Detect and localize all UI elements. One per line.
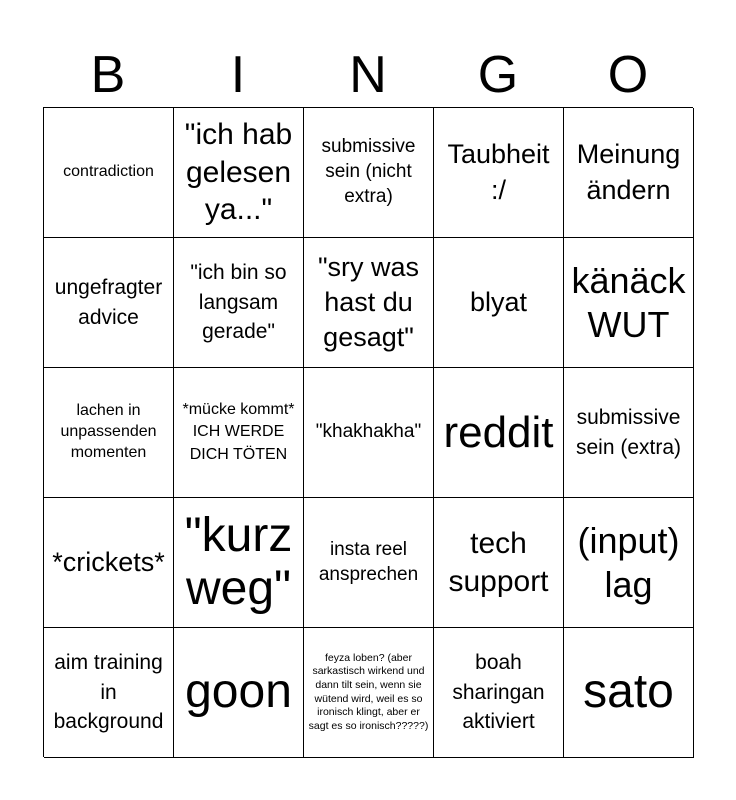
bingo-cell[interactable]: "khakhakha" [304,368,434,498]
bingo-cell[interactable]: lachen in unpassenden momenten [44,368,174,498]
bingo-header [43,42,693,108]
bingo-cell[interactable]: boah sharingan aktiviert [434,628,564,758]
bingo-cell[interactable]: contradiction [44,108,174,238]
bingo-cell[interactable]: feyza loben? (aber sarkastisch wirkend und dann tilt sein, wenn sie wütend wird, weil es so ironisch klingt, aber er sagt es so ironisch?????) [304,628,434,758]
bingo-cell[interactable]: ungefragter advice [44,238,174,368]
bingo-cell[interactable]: blyat [434,238,564,368]
header-letter-i: I [230,46,246,104]
header-letter-b: B [90,46,126,104]
bingo-cell[interactable]: "kurz weg" [174,498,304,628]
bingo-cell[interactable]: aim training in background [44,628,174,758]
bingo-board [43,107,693,757]
bingo-cell[interactable]: "ich bin so langsam gerade" [174,238,304,368]
bingo-cell[interactable]: *mücke kommt* ICH WERDE DICH TÖTEN [174,368,304,498]
bingo-cell[interactable]: Meinung ändern [564,108,694,238]
bingo-cell[interactable]: reddit [434,368,564,498]
header-letter-o: O [607,46,649,104]
bingo-cell[interactable]: sato [564,628,694,758]
bingo-cell[interactable]: *crickets* [44,498,174,628]
bingo-cell[interactable]: submissive sein (extra) [564,368,694,498]
bingo-cell[interactable]: insta reel ansprechen [304,498,434,628]
bingo-cell[interactable]: submissive sein (nicht extra) [304,108,434,238]
bingo-cell[interactable]: tech support [434,498,564,628]
bingo-cell[interactable]: (input) lag [564,498,694,628]
bingo-cell[interactable]: "sry was hast du gesagt" [304,238,434,368]
bingo-cell[interactable]: "ich hab gelesen ya..." [174,108,304,238]
bingo-cell[interactable]: känäck WUT [564,238,694,368]
header-letter-n: N [349,46,387,104]
header-letter-g: G [477,46,519,104]
bingo-cell[interactable]: Taubheit :/ [434,108,564,238]
bingo-cell[interactable]: goon [174,628,304,758]
